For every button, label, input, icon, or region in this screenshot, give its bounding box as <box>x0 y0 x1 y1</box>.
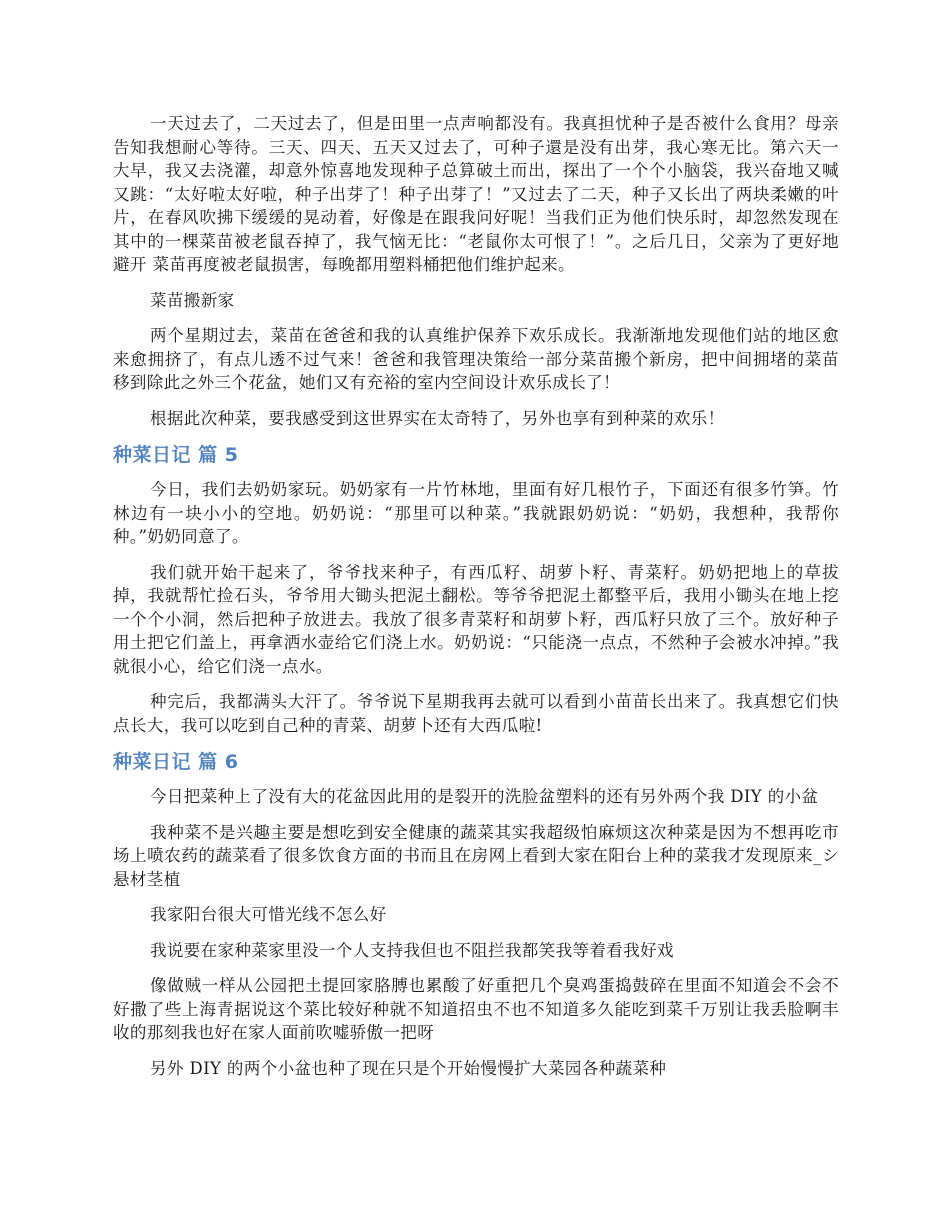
paragraph: 我种菜不是兴趣主要是想吃到安全健康的蔬菜其实我超级怕麻烦这次种菜是因为不想再吃市场上喷农药的蔬菜看了很多饮食方面的书而且在房网上看到大家在阳台上种的菜我才发现原来_シ悬材茎植 <box>113 822 839 889</box>
section-heading-6: 种菜日记 篇 6 <box>113 751 239 773</box>
paragraph: 今日把菜种上了没有大的花盆因此用的是裂开的洗脸盆塑料的还有另外两个我 DIY 的小盆 <box>150 787 819 806</box>
paragraph: 根据此次种菜，要我感受到这世界实在太奇特了，另外也享有到种菜的欢乐！ <box>150 408 725 428</box>
paragraph: 我说要在家种菜家里没一个人支持我但也不阻拦我都笑我等着看我好戏 <box>150 940 674 960</box>
paragraph: 另外 DIY 的两个小盆也种了现在只是个开始慢慢扩大菜园各种蔬菜种 <box>150 1058 667 1078</box>
section-heading-5: 种菜日记 篇 5 <box>113 444 239 466</box>
paragraph: 一天过去了，二天过去了，但是田里一点声响都没有。我真担忧种子是否被什么食用？母亲告知我想耐心等待。三天、四天、五天又过去了，可种子還是没有出芽，我心寒无比。第六天一大早，我又去浇灌，却意外惊喜地发现种子总算破土而出，探出了一个个小脑袋，我兴奋地又喊又跳：“太好啦太好啦，种子出芽了！种子出芽了！”又过去了二天，种子又长出了两块柔嫩的叶片，在春风吹拂下缓缓的晃动着，好像是在跟我问好呢！当我们正为他们快乐时，却忽然发现在其中的一棵菜苗被老鼠吞掉了，我气恼无比：“老鼠你太可恨了！”。之后几日，父亲为了更好地避开 菜苗再度被老鼠损害，每晚都用塑料桶把他们维护起来。 <box>113 114 839 274</box>
paragraph: 我家阳台很大可惜光线不怎么好 <box>150 905 387 924</box>
subheading-paragraph: 菜苗搬新家 <box>150 290 235 310</box>
document-page <box>113 112 839 1092</box>
paragraph: 我们就开始干起来了，爷爷找来种子，有西瓜籽、胡萝卜籽、青菜籽。奶奶把地上的草拔掉，我就帮忙捡石头，爷爷用大锄头把泥土翻松。等爷爷把泥土都整平后，我用小锄头在地上挖一个个小洞，然后把种子放进去。我放了很多青菜籽和胡萝卜籽，西瓜籽只放了三个。放好种子用土把它们盖上，再拿洒水壶给它们浇上水。奶奶说：“只能浇一点点，不然种子会被水冲掉。”我就很小心，给它们浇一点水。 <box>113 562 839 676</box>
paragraph: 像做贼一样从公园把土提回家胳膊也累酸了好重把几个臭鸡蛋捣鼓碎在里面不知道会不会不好撒了些上海青据说这个菜比较好种就不知道招虫不也不知道多久能吃到菜千万别让我丢脸啊丰收的那刻我也好在家人面前吹嘘骄傲一把呀 <box>113 976 839 1042</box>
paragraph: 今日，我们去奶奶家玩。奶奶家有一片竹林地，里面有好几根竹子，下面还有很多竹笋。竹林边有一块小小的空地。奶奶说：“那里可以种菜。”我就跟奶奶说：“奶奶，我想种，我帮你种。”奶奶同意了。 <box>113 480 839 546</box>
paragraph: 两个星期过去，菜苗在爸爸和我的认真维护保养下欢乐成长。我渐渐地发现他们站的地区愈来愈拥挤了，有点儿透不过气来！爸爸和我管理决策给一部分菜苗搬个新房，把中间拥堵的菜苗移到除此之外三个花盆，她们又有充裕的室内空间设计欢乐成长了！ <box>113 326 839 392</box>
paragraph: 种完后，我都满头大汗了。爷爷说下星期我再去就可以看到小苗苗长出来了。我真想它们快点长大，我可以吃到自己种的青菜、胡萝卜还有大西瓜啦! <box>113 692 839 735</box>
